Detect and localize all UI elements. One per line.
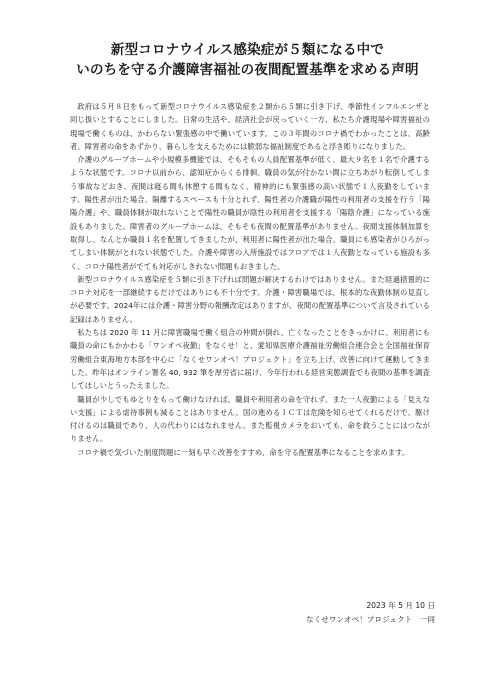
paragraph-6: コロナ禍で気づいた制度問題に一刻も早く改善をすすめ、命を守る配置基準になることを求めます。 [77, 447, 410, 457]
statement-date: 2023 年 5 月 10 日 [366, 601, 435, 610]
statement-body [70, 100, 430, 459]
paragraph-1: 政府は５月８日をもって新型コロナウイルス感染症を２類から５類に引き下げ、季節性インフルエンザと同じ扱いとすることにしました。日常の生活や、経済社会が戻っていく一方、私たち介護現場や障害福祉の現場で働くものは、かわらない緊張感の中で働いています。この３年間のコロナ禍でわかったことは、高齢者、障害者の命をあずかり、暮らしを支えるためには脆弱な福祉制度であると浮き彫りになりました。 [70, 102, 430, 151]
paragraph-5: 職員が少しでもゆとりをもって働けなければ、職員や利用者の命を守れず、また一人夜勤による「見えない支援」による虐待事例も減ることはありません。国の進めるＩＣＴは危険を知らせてくれるだけで、駆け付けるのは職員であり、人の代わりにはなれません。また監視カメラをおいても、命を救うことにはつながりません。 [70, 394, 430, 444]
statement-signature: なくせワンオペ！プロジェクト 一同 [306, 615, 435, 624]
paragraph-3: 新型コロナウイルス感染症を５類に引き下げれば問題が解決するわけではありません。また経過措置的にコロナ対応を一部継続するだけではありにも不十分です。介護・障害職場では、根本的な夜勤体制の見直しが必要です。2024年には介護・障害分野の報酬改定はありますが、夜間の配置基準について言及されている記録はありません。 [70, 274, 430, 324]
paragraph-2: 介護のグループホームや小規模多機能では、そもそもの人員配置基準が低く、最大９名を１名で介護するような状態です。コロナ以前から、認知症からくる徘徊、職員の気が付かない間に立ちあがり転倒してしまう事故などおき、夜間は寝る間も休憩する間もなく、精神的にも緊張感の高い状態で１人夜勤をしています。陽性者が出た場合、隔離するスペースも十分とれず、陽性者の介護職が陽性の利用者の支援を行う「陽陽介護」や、職員体制が取れないことで陽性の職員が陰性の利用者を支援する「陽陰介護」になっている施設もありました。障害者のグループホームは、そもそも夜間の配置基準がありません。夜間支援体制加算を取得し、なんとか職員１名を配置してきましたが、利用者に陽性者が出た場合、職員にも感染者がひろがってしまい体制がとれない状態でした。介護や障害の入所施設ではフロアでは１人夜勤となっている施設も多く、コロナ陽性者がでても対応がしきれない問題もおきました。 [70, 155, 430, 271]
paragraph-4: 私たちは 2020 年 11 月に障害職場で働く組合の仲間が倒れ、亡くなったことをきっかけに、利用者にも職員の命にもかかわる「ワンオペ夜勤」をなくせ！と、愛知県医療介護福祉労働組合連合会と全国福祉保育労働組合東海地方本部を中心に「なくせワンオペ！プロジェクト」を立ち上げ、改善に向けて運動してきました。昨年はオンライン署名 40, 932 筆を厚労省に届け、今年行われる経営実態調査でも夜間の基準を調査してほしいとうったえました。 [70, 328, 430, 391]
statement-title-line-1: 新型コロナウイルス感染症が５類になる中で [110, 42, 385, 58]
statement-title-line-2: いのちを守る介護障害福祉の夜間配置基準を求める声明 [76, 62, 419, 78]
